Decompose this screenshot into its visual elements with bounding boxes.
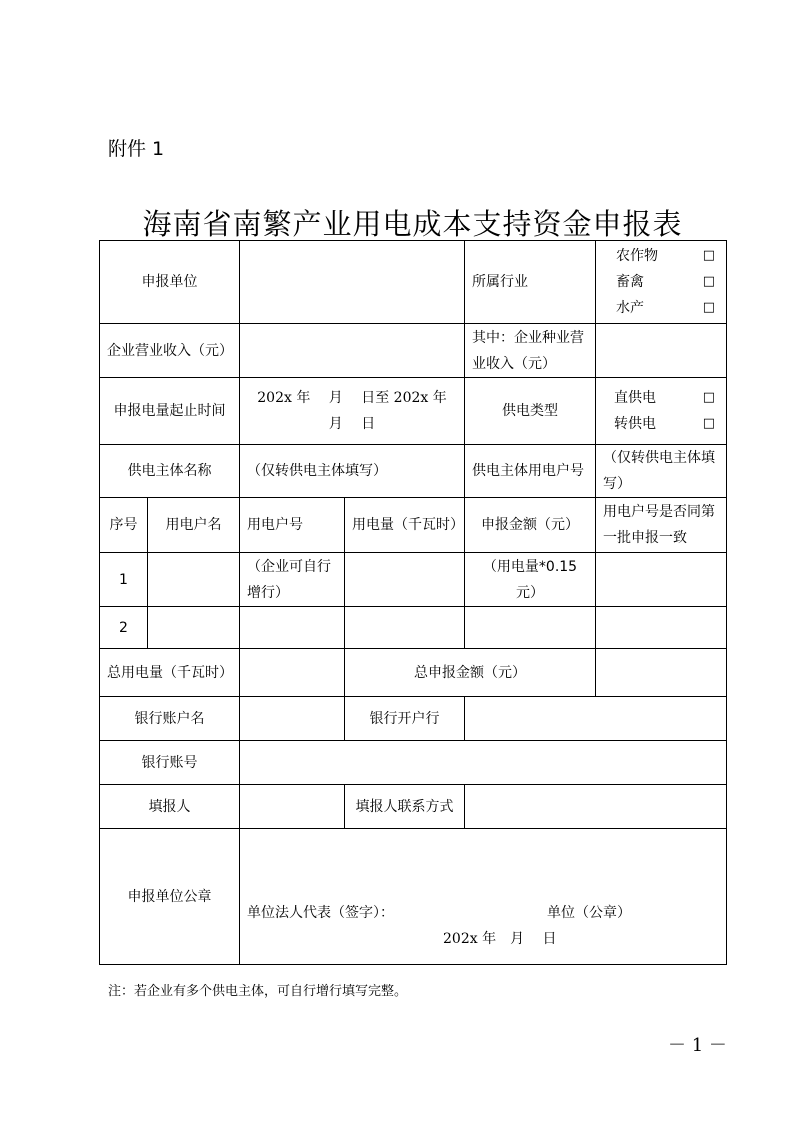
revenue-field[interactable]	[240, 324, 465, 378]
industry-option-crops[interactable]: 农作物 □	[616, 243, 719, 269]
supply-type-label: 供电类型	[465, 378, 596, 445]
legal-rep-label: 单位法人代表（签字）：	[247, 904, 394, 921]
same-field[interactable]	[596, 553, 727, 607]
total-amount-field[interactable]	[596, 649, 727, 697]
application-form-table	[99, 240, 727, 965]
revenue-label: 企业营业收入（元）	[100, 324, 240, 378]
applicant-label: 申报单位	[100, 241, 240, 324]
bank-branch-label: 银行开户行	[345, 697, 465, 741]
bank-name-label: 银行账户名	[100, 697, 240, 741]
bank-account-label: 银行账号	[100, 741, 240, 785]
applicant-field[interactable]	[240, 241, 465, 324]
amount-field[interactable]: （用电量*0.15 元）	[465, 553, 596, 607]
filler-contact-label: 填报人联系方式	[345, 785, 465, 829]
row-no: 1	[100, 553, 148, 607]
industry-option-aquatic[interactable]: 水产 □	[616, 295, 719, 321]
supply-options	[596, 378, 727, 445]
attachment-label: 附件 1	[108, 138, 165, 160]
same-field[interactable]	[596, 607, 727, 649]
checkbox-icon[interactable]: □	[702, 390, 715, 405]
checkbox-icon[interactable]: □	[702, 248, 715, 263]
industry-options	[596, 241, 727, 324]
supplier-name-field[interactable]: （仅转供电主体填写）	[240, 445, 465, 498]
filler-contact-field[interactable]	[465, 785, 727, 829]
table-row	[100, 607, 727, 649]
seed-revenue-field[interactable]	[596, 324, 727, 378]
period-label: 申报电量起止时间	[100, 378, 240, 445]
total-amount-label: 总申报金额（元）	[345, 649, 596, 697]
usage-field[interactable]	[345, 553, 465, 607]
bank-name-field[interactable]	[240, 697, 345, 741]
seal-area[interactable]	[240, 829, 727, 965]
supplier-account-field[interactable]: （仅转供电主体填写）	[596, 445, 727, 498]
row-no: 2	[100, 607, 148, 649]
filler-label: 填报人	[100, 785, 240, 829]
usage-field[interactable]	[345, 607, 465, 649]
checkbox-icon[interactable]: □	[702, 300, 715, 315]
bank-account-field[interactable]	[240, 741, 727, 785]
col-header-user-name: 用电户名	[148, 498, 240, 553]
supply-option-transfer[interactable]: 转供电 □	[614, 411, 719, 437]
total-usage-field[interactable]	[240, 649, 345, 697]
user-name-field[interactable]	[148, 607, 240, 649]
table-row	[100, 553, 727, 607]
col-header-amount: 申报金额（元）	[465, 498, 596, 553]
checkbox-icon[interactable]: □	[702, 274, 715, 289]
seal-label: 申报单位公章	[100, 829, 240, 965]
supplier-name-label: 供电主体名称	[100, 445, 240, 498]
industry-label: 所属行业	[465, 241, 596, 324]
seed-revenue-label: 其中：企业种业营业收入（元）	[465, 324, 596, 378]
footnote: 注：若企业有多个供电主体，可自行增行填写完整。	[108, 984, 408, 999]
col-header-usage: 用电量（千瓦时）	[345, 498, 465, 553]
period-field[interactable]: 202x 年 月 日至 202x 年 月 日	[240, 378, 465, 445]
user-name-field[interactable]	[148, 553, 240, 607]
user-no-field[interactable]: （企业可自行增行）	[240, 553, 345, 607]
bank-branch-field[interactable]	[465, 697, 727, 741]
supplier-account-label: 供电主体用电户号	[465, 445, 596, 498]
date-line: 202x 年 月 日	[443, 930, 557, 947]
user-no-field[interactable]	[240, 607, 345, 649]
supply-option-direct[interactable]: 直供电 □	[614, 385, 719, 411]
col-header-no: 序号	[100, 498, 148, 553]
amount-field[interactable]	[465, 607, 596, 649]
col-header-user-no: 用电户号	[240, 498, 345, 553]
page-number: － 1 －	[668, 1035, 727, 1056]
industry-option-livestock[interactable]: 畜禽 □	[616, 269, 719, 295]
form-title: 海南省南繁产业用电成本支持资金申报表	[142, 207, 683, 241]
unit-seal-label: 单位（公章）	[547, 904, 631, 921]
col-header-same: 用电户号是否同第一批申报一致	[596, 498, 727, 553]
total-usage-label: 总用电量（千瓦时）	[100, 649, 240, 697]
filler-field[interactable]	[240, 785, 345, 829]
checkbox-icon[interactable]: □	[702, 416, 715, 431]
